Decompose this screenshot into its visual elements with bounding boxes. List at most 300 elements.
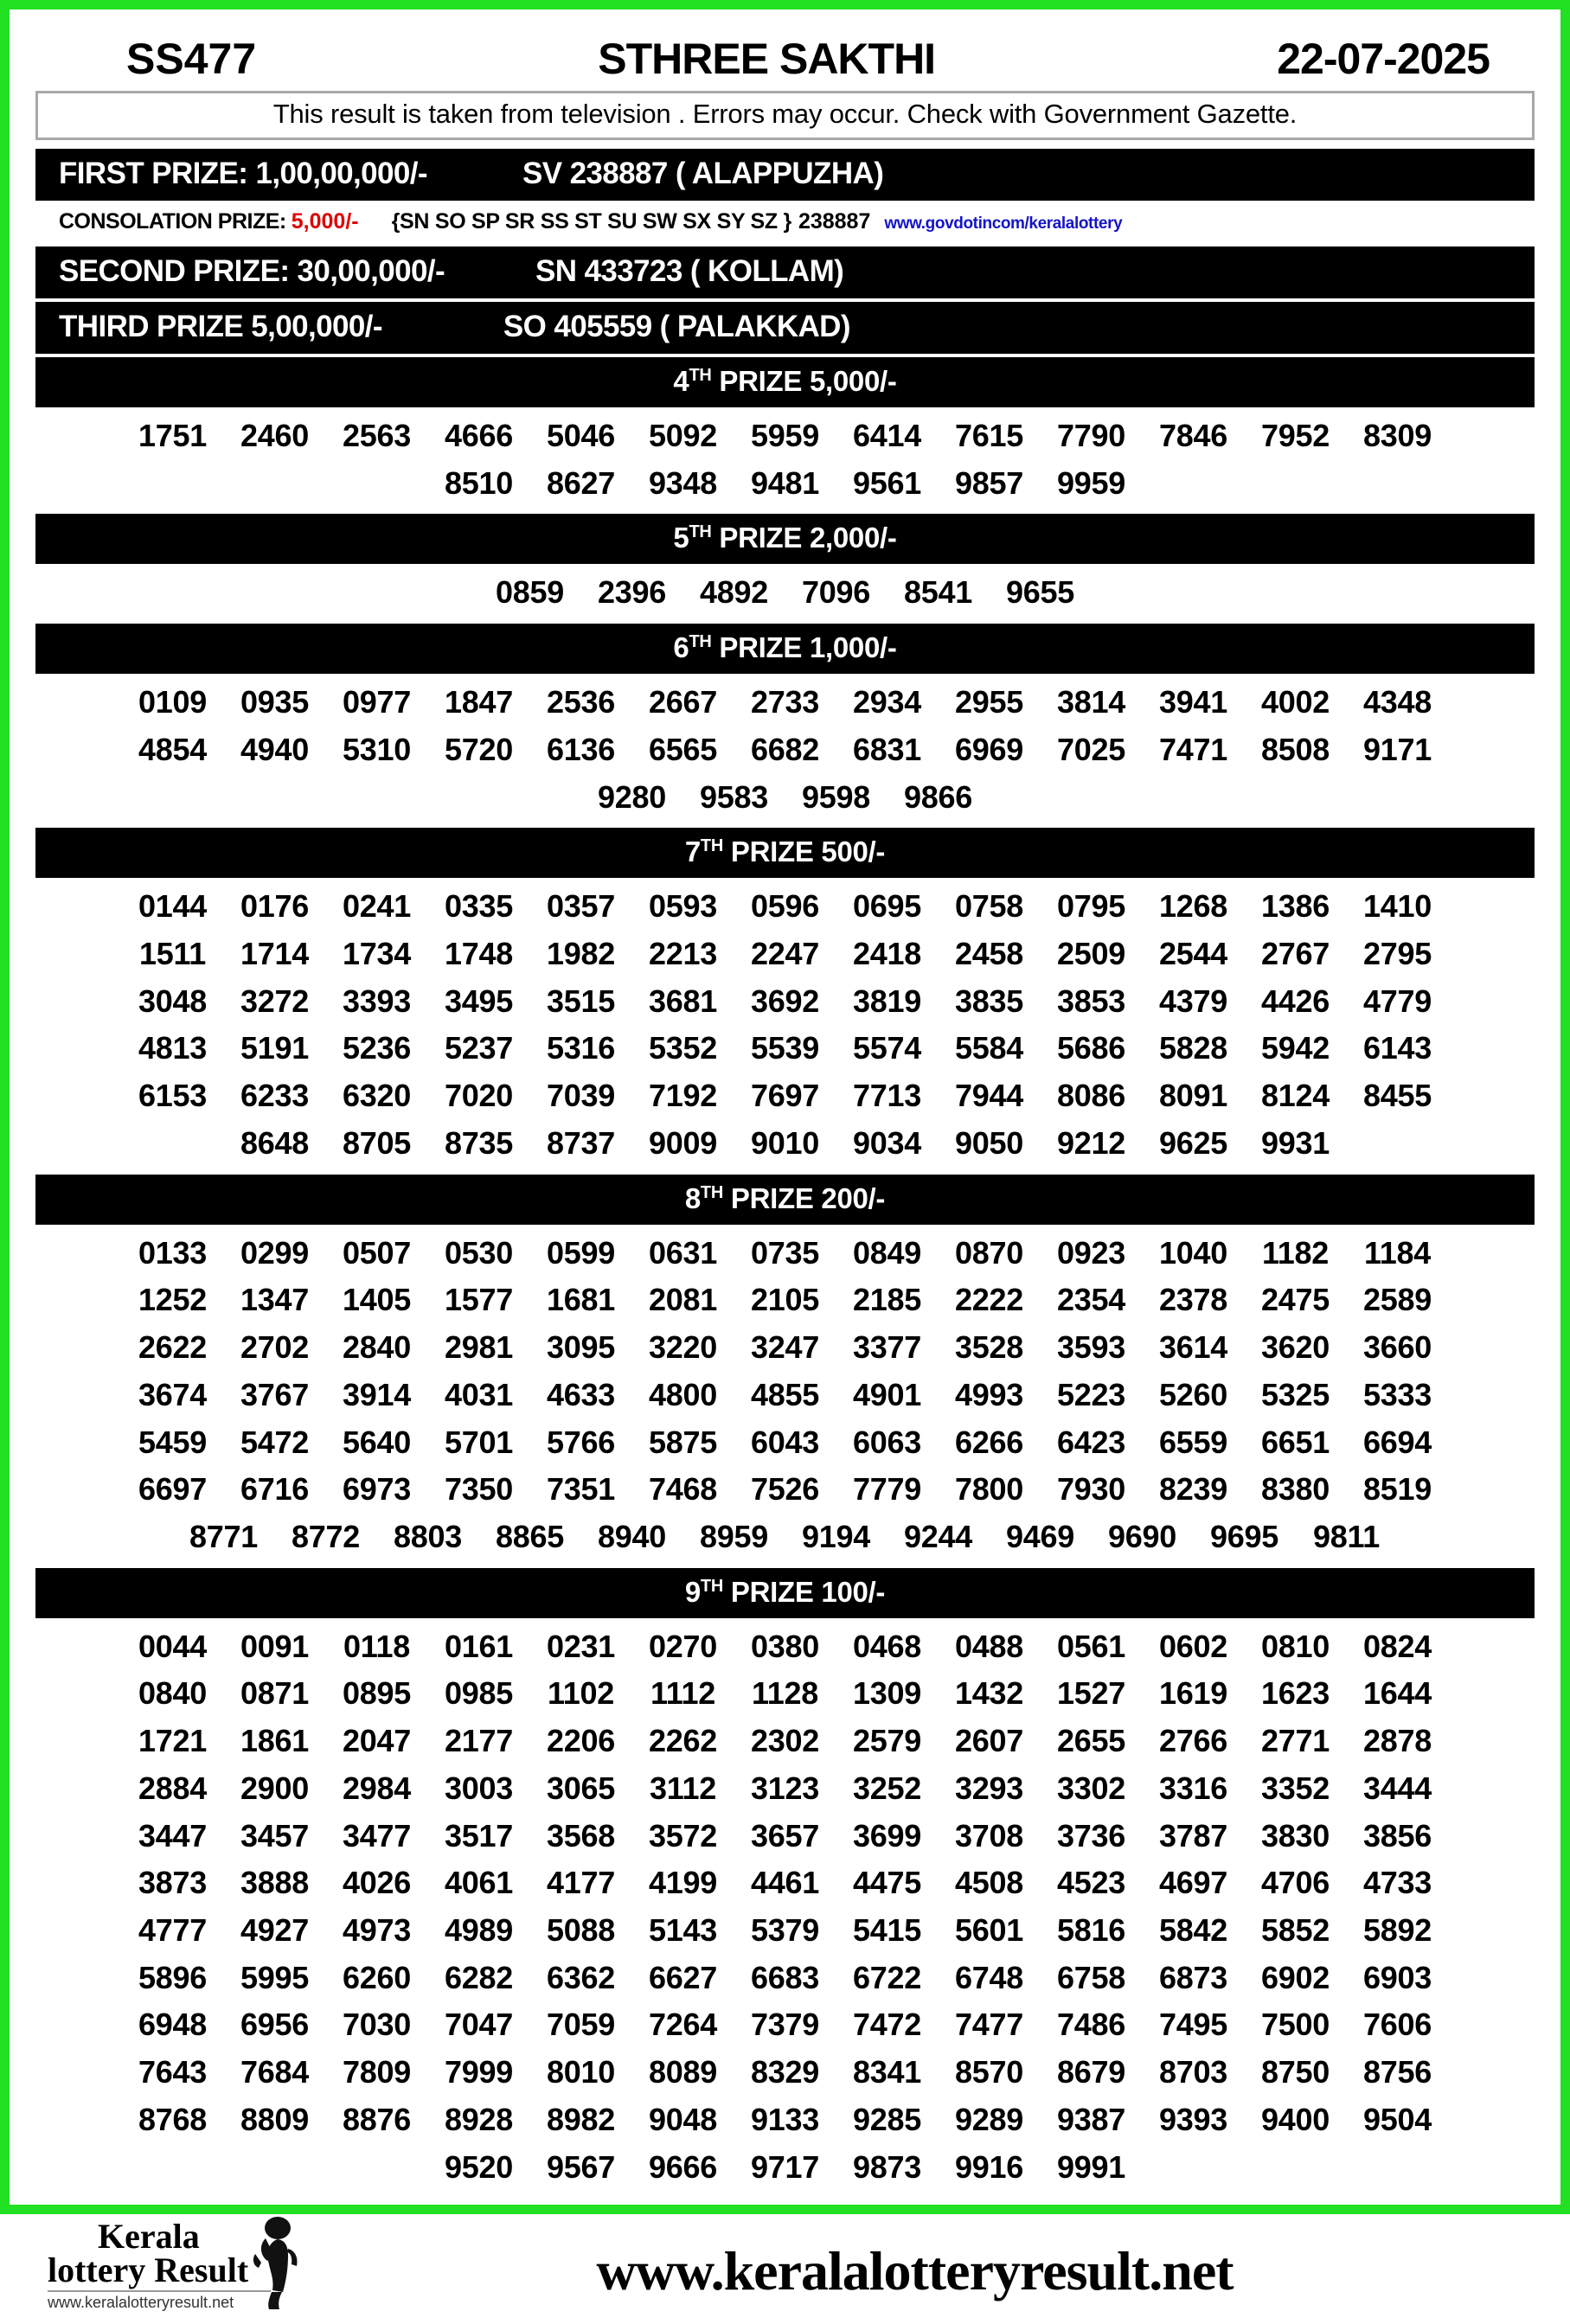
winning-number: 5310: [343, 731, 411, 767]
winning-number: 1102: [548, 1675, 614, 1712]
winning-number: 5260: [1159, 1376, 1227, 1412]
winning-number: 9625: [1159, 1124, 1227, 1161]
winning-number: 2105: [751, 1282, 819, 1318]
number-row: [35, 1230, 1535, 1277]
winning-number: 2563: [343, 418, 411, 453]
winning-number: 8648: [240, 1124, 309, 1161]
prize-6-title: 6TH PRIZE 1,000/-: [673, 631, 897, 664]
prize-ordinal-suffix: TH: [689, 522, 712, 542]
winning-number: 4927: [240, 1911, 309, 1948]
winning-number: 3660: [1363, 1329, 1432, 1366]
winning-number: 7809: [343, 2054, 411, 2090]
winning-number: 2655: [1057, 1723, 1125, 1759]
winning-number: 2702: [240, 1329, 309, 1366]
winning-number: 9916: [955, 2148, 1023, 2185]
winning-number: 2536: [547, 684, 615, 720]
winning-number: 6758: [1057, 1959, 1125, 1995]
winning-number: 0735: [751, 1234, 819, 1271]
winning-number: 7264: [649, 2007, 717, 2043]
winning-number: 9348: [649, 464, 717, 501]
winning-number: 5601: [955, 1911, 1023, 1948]
winning-number: 0241: [343, 888, 411, 925]
winning-number: 8705: [343, 1124, 411, 1161]
winning-number: 3819: [853, 983, 921, 1019]
winning-number: 1623: [1261, 1675, 1330, 1712]
winning-number: 8519: [1363, 1471, 1432, 1508]
number-row: [35, 679, 1535, 727]
winning-number: 6948: [138, 2007, 207, 2043]
winning-number: 1112: [650, 1675, 715, 1712]
prize-6-numbers: [35, 674, 1535, 824]
winning-number: 2206: [547, 1723, 615, 1759]
winning-number: 1268: [1159, 888, 1227, 925]
winning-number: 7846: [1159, 418, 1227, 453]
number-row: [35, 1514, 1535, 1561]
prize-5-numbers: [35, 564, 1535, 620]
winning-number: 9567: [547, 2148, 615, 2185]
winning-number: 9666: [649, 2148, 717, 2185]
winning-number: 8627: [547, 464, 615, 501]
winning-number: 4379: [1159, 983, 1227, 1019]
winning-number: 4706: [1261, 1865, 1330, 1901]
winning-number: 3681: [649, 983, 717, 1019]
winning-number: 3835: [955, 983, 1023, 1019]
number-row: [35, 2001, 1535, 2049]
winning-number: 3444: [1363, 1770, 1432, 1806]
winning-number: 5459: [138, 1424, 207, 1460]
winning-number: 3620: [1261, 1329, 1330, 1366]
winning-number: 3528: [955, 1329, 1023, 1366]
winning-number: 1432: [955, 1675, 1023, 1712]
winning-number: 8239: [1159, 1471, 1227, 1508]
winning-number: 5316: [547, 1030, 615, 1066]
winning-number: 8341: [853, 2054, 921, 2090]
winning-number: 9717: [751, 2148, 819, 2185]
govt-lottery-link[interactable]: www.govdotincom/keralalottery: [884, 214, 1123, 233]
winning-number: 2667: [649, 684, 717, 720]
winning-number: 1714: [240, 936, 309, 972]
winning-number: 0468: [853, 1628, 921, 1664]
winning-number: 0758: [955, 888, 1023, 925]
number-row: [35, 1324, 1535, 1372]
winning-number: 5379: [751, 1911, 819, 1948]
winning-number: 0593: [649, 888, 717, 925]
winning-number: 6282: [445, 1959, 513, 1995]
winning-number: 9285: [853, 2101, 921, 2137]
winning-number: 4002: [1261, 684, 1330, 720]
winning-number: 2177: [445, 1723, 513, 1759]
winning-number: 6973: [343, 1471, 411, 1508]
winning-number: 9873: [853, 2148, 921, 2185]
disclaimer-notice: This result is taken from television . Errors may occur. Check with Government Gazette.: [35, 91, 1535, 140]
number-row: [35, 2144, 1535, 2192]
winning-number: 7952: [1261, 418, 1330, 453]
winning-number: 7486: [1057, 2007, 1125, 2043]
number-row: [35, 1860, 1535, 1907]
draw-date: 22-07-2025: [1277, 35, 1490, 83]
winning-number: 2607: [955, 1723, 1023, 1759]
winning-number: 0335: [445, 888, 513, 925]
winning-number: 2589: [1363, 1282, 1432, 1318]
winning-number: 7495: [1159, 2007, 1227, 2043]
winning-number: 7999: [445, 2054, 513, 2090]
winning-number: 3572: [649, 1817, 717, 1853]
winning-number: 9561: [853, 464, 921, 501]
winning-number: 5959: [751, 418, 819, 453]
winning-number: 7468: [649, 1471, 717, 1508]
winning-number: 8510: [445, 464, 513, 501]
winning-number: 3657: [751, 1817, 819, 1853]
winning-number: 3123: [751, 1770, 819, 1806]
winning-number: 0507: [343, 1234, 411, 1271]
prize-8-header-bar: [35, 1175, 1535, 1225]
winning-number: 2396: [598, 574, 666, 611]
winning-number: 6831: [853, 731, 921, 767]
winning-number: 6748: [955, 1959, 1023, 1995]
winning-number: 3853: [1057, 983, 1125, 1019]
winning-number: 0985: [445, 1675, 513, 1712]
winning-number: 1861: [240, 1723, 309, 1759]
winning-number: 5852: [1261, 1911, 1330, 1948]
winning-number: 9931: [1261, 1124, 1330, 1161]
winning-number: 5701: [445, 1424, 513, 1460]
number-row: [35, 1813, 1535, 1860]
winning-number: 6063: [853, 1424, 921, 1460]
winning-number: 4475: [853, 1865, 921, 1901]
winning-number: 2767: [1261, 936, 1330, 972]
consolation-number: 238887: [798, 209, 871, 234]
winning-number: 0231: [547, 1628, 615, 1664]
winning-number: 0859: [496, 574, 564, 611]
winning-number: 9695: [1210, 1518, 1278, 1554]
winning-number: 4026: [343, 1865, 411, 1901]
winning-number: 8809: [240, 2101, 309, 2137]
winning-number: 7020: [445, 1078, 513, 1114]
winning-number: 7192: [649, 1078, 717, 1114]
winning-number: 6143: [1363, 1030, 1432, 1066]
winning-number: 6956: [240, 2007, 309, 2043]
winning-number: 5046: [547, 418, 615, 453]
site-logo: [35, 2219, 321, 2312]
winning-number: 7697: [751, 1078, 819, 1114]
prize-6-header-bar: [35, 624, 1535, 674]
winning-number: 7379: [751, 2007, 819, 2043]
winning-number: 8803: [394, 1518, 462, 1554]
prize-ordinal-suffix: TH: [700, 836, 723, 856]
logo-line-1: Kerala: [98, 2217, 200, 2257]
winning-number: 3247: [751, 1329, 819, 1366]
prize-4-title: 4TH PRIZE 5,000/-: [673, 365, 897, 397]
number-row: [35, 1765, 1535, 1813]
prize-8-title: 8TH PRIZE 200/-: [684, 1181, 886, 1214]
winning-number: 9034: [853, 1124, 921, 1161]
winning-number: 9010: [751, 1124, 819, 1161]
winning-number: 6651: [1261, 1424, 1330, 1460]
number-row: [35, 1277, 1535, 1324]
number-row: [35, 931, 1535, 978]
winning-number: 4061: [445, 1865, 513, 1901]
winning-number: 6266: [955, 1424, 1023, 1460]
winning-number: 7025: [1057, 731, 1125, 767]
winning-number: 1184: [1364, 1234, 1431, 1271]
winning-number: 1252: [138, 1282, 207, 1318]
winning-number: 1619: [1159, 1675, 1227, 1712]
prize-4-header-bar: [35, 357, 1535, 407]
winning-number: 2878: [1363, 1723, 1432, 1759]
winning-number: 0109: [138, 684, 207, 720]
winning-number: 0091: [240, 1628, 309, 1664]
winning-number: 2509: [1057, 936, 1125, 972]
page-header: [35, 25, 1535, 91]
consolation-series: {SN SO SP SR SS ST SU SW SX SY SZ }: [391, 209, 791, 234]
number-row: [35, 1419, 1535, 1467]
winning-number: 4800: [649, 1376, 717, 1412]
winning-number: 8959: [700, 1518, 768, 1554]
winning-number: 2840: [343, 1329, 411, 1366]
winning-number: 0270: [649, 1628, 717, 1664]
winning-number: 1347: [240, 1282, 309, 1318]
winning-number: 4855: [751, 1376, 819, 1412]
winning-number: 8982: [547, 2101, 615, 2137]
number-row: [35, 2097, 1535, 2144]
winning-number: 2460: [240, 418, 309, 453]
winning-number: 0824: [1363, 1628, 1432, 1664]
winning-number: 3614: [1159, 1329, 1227, 1366]
dancer-figure-icon: [248, 2216, 302, 2311]
winning-number: 7472: [853, 2007, 921, 2043]
winning-number: 2955: [955, 684, 1023, 720]
winning-number: 1511: [139, 936, 206, 972]
winning-number: 4901: [853, 1376, 921, 1412]
winning-number: 2622: [138, 1329, 207, 1366]
winning-number: 0133: [138, 1234, 207, 1271]
winning-number: 7471: [1159, 731, 1227, 767]
winning-number: 6260: [343, 1959, 411, 1995]
winning-number: 4348: [1363, 684, 1432, 720]
winning-number: 5574: [853, 1030, 921, 1066]
winning-number: 9857: [955, 464, 1023, 501]
winning-number: 9598: [802, 778, 870, 815]
winning-number: 4461: [751, 1865, 819, 1901]
winning-number: 5223: [1057, 1376, 1125, 1412]
number-row: [35, 1372, 1535, 1419]
winning-number: 7615: [955, 418, 1023, 453]
winning-number: 2795: [1363, 936, 1432, 972]
number-row: [35, 460, 1535, 508]
number-row: [35, 1120, 1535, 1168]
winning-number: 3377: [853, 1329, 921, 1366]
winning-number: 2378: [1159, 1282, 1227, 1318]
winning-number: 3914: [343, 1376, 411, 1412]
winning-number: 8329: [751, 2054, 819, 2090]
winning-number: 1748: [445, 936, 513, 972]
winning-number: 9504: [1363, 2101, 1432, 2137]
winning-number: 3112: [650, 1770, 716, 1806]
winning-number: 1405: [343, 1282, 411, 1318]
winning-number: 4854: [138, 731, 207, 767]
winning-number: 9400: [1261, 2101, 1330, 2137]
winning-number: 0144: [138, 888, 207, 925]
prize-8-numbers: [35, 1225, 1535, 1565]
number-row: [35, 1718, 1535, 1765]
prize-ordinal-suffix: TH: [689, 632, 712, 652]
consolation-label: CONSOLATION PRIZE:: [59, 209, 286, 234]
prize-9-title: 9TH PRIZE 100/-: [684, 1575, 886, 1608]
winning-number: 9393: [1159, 2101, 1227, 2137]
winning-number: 8570: [955, 2054, 1023, 2090]
winning-number: 4508: [955, 1865, 1023, 1901]
winning-number: 1681: [547, 1282, 615, 1318]
winning-number: 0795: [1057, 888, 1125, 925]
prize-9-numbers: [35, 1618, 1535, 2195]
winning-number: 6565: [649, 731, 717, 767]
winning-number: 7096: [802, 574, 870, 611]
winning-number: 4989: [445, 1911, 513, 1948]
prize-9-header-bar: [35, 1568, 1535, 1618]
winning-number: 9991: [1057, 2148, 1125, 2185]
winning-number: 0871: [240, 1675, 309, 1712]
winning-number: 2475: [1261, 1282, 1330, 1318]
number-row: [35, 1955, 1535, 2002]
winning-number: 6969: [955, 731, 1023, 767]
winning-number: 5995: [240, 1959, 309, 1995]
winning-number: 6153: [138, 1078, 207, 1114]
winning-number: 5686: [1057, 1030, 1125, 1066]
winning-number: 1040: [1159, 1234, 1227, 1271]
winning-number: 3477: [343, 1817, 411, 1853]
prize-5-title: 5TH PRIZE 2,000/-: [673, 522, 897, 554]
winning-number: 5092: [649, 418, 717, 453]
winning-number: 3814: [1057, 684, 1125, 720]
prize-4-numbers: [35, 407, 1535, 510]
number-row: [35, 1907, 1535, 1955]
prize-7-title: 7TH PRIZE 500/-: [684, 835, 886, 868]
winning-number: 2884: [138, 1770, 207, 1806]
number-row: [35, 1670, 1535, 1718]
winning-number: 9048: [649, 2101, 717, 2137]
winning-number: 7351: [547, 1471, 615, 1508]
winning-number: 4892: [700, 574, 768, 611]
number-row: [35, 774, 1535, 822]
winning-number: 6683: [751, 1959, 819, 1995]
winning-number: 7643: [138, 2054, 207, 2090]
winning-number: 1734: [343, 936, 411, 972]
winning-number: 3888: [240, 1865, 309, 1901]
winning-number: 2247: [751, 936, 819, 972]
winning-number: 4940: [240, 731, 309, 767]
winning-number: 4733: [1363, 1865, 1432, 1901]
winning-number: 7713: [853, 1078, 921, 1114]
winning-number: 0602: [1159, 1628, 1227, 1664]
winning-number: 8865: [496, 1518, 564, 1554]
winning-number: 7779: [853, 1471, 921, 1508]
winning-number: 2981: [445, 1329, 513, 1366]
winning-number: 8750: [1261, 2054, 1330, 2090]
winning-number: 9811: [1313, 1518, 1380, 1554]
winning-number: 4697: [1159, 1865, 1227, 1901]
winning-number: 5942: [1261, 1030, 1330, 1066]
winning-number: 6722: [853, 1959, 921, 1995]
winning-number: 3787: [1159, 1817, 1227, 1853]
winning-number: 8756: [1363, 2054, 1432, 2090]
winning-number: 3830: [1261, 1817, 1330, 1853]
winning-number: 2047: [343, 1723, 411, 1759]
winning-number: 7350: [445, 1471, 513, 1508]
winning-number: 2081: [649, 1282, 717, 1318]
winning-number: 8768: [138, 2101, 207, 2137]
winning-number: 5325: [1261, 1376, 1330, 1412]
winning-number: 7030: [343, 2007, 411, 2043]
winning-number: 8772: [292, 1518, 360, 1554]
winning-number: 2418: [853, 936, 921, 972]
winning-number: 6873: [1159, 1959, 1227, 1995]
winning-number: 2900: [240, 1770, 309, 1806]
winning-number: 9050: [955, 1124, 1023, 1161]
winning-number: 0561: [1057, 1628, 1125, 1664]
prize-5-header-bar: [35, 514, 1535, 564]
number-row: [35, 2049, 1535, 2097]
winning-number: 4633: [547, 1376, 615, 1412]
winning-number: 5896: [138, 1959, 207, 1995]
winning-number: 4666: [445, 418, 513, 453]
winning-number: 3065: [547, 1770, 615, 1806]
winning-number: 3692: [751, 983, 819, 1019]
winning-number: 5333: [1363, 1376, 1432, 1412]
winning-number: 2766: [1159, 1723, 1227, 1759]
winning-number: 6694: [1363, 1424, 1432, 1460]
winning-number: 0488: [955, 1628, 1023, 1664]
winning-number: 3593: [1057, 1329, 1125, 1366]
prize-ordinal-suffix: TH: [700, 1576, 723, 1596]
winning-number: 1751: [138, 418, 207, 453]
winning-number: 1182: [1262, 1234, 1329, 1271]
third-prize-ticket: SO 405559 ( PALAKKAD): [503, 310, 850, 343]
winning-number: 0810: [1261, 1628, 1330, 1664]
winning-number: 0044: [138, 1628, 207, 1664]
winning-number: 0596: [751, 888, 819, 925]
winning-number: 6136: [547, 731, 615, 767]
prize-ordinal-suffix: TH: [689, 366, 712, 385]
second-prize-label: SECOND PRIZE: 30,00,000/-: [59, 254, 445, 288]
winning-number: 0840: [138, 1675, 207, 1712]
winning-number: 2185: [853, 1282, 921, 1318]
winning-number: 9133: [751, 2101, 819, 2137]
winning-number: 3736: [1057, 1817, 1125, 1853]
winning-number: 0695: [853, 888, 921, 925]
winning-number: 3674: [138, 1376, 207, 1412]
winning-number: 0357: [547, 888, 615, 925]
winning-number: 3316: [1159, 1770, 1227, 1806]
winning-number: 8737: [547, 1124, 615, 1161]
first-prize-label: FIRST PRIZE: 1,00,00,000/-: [59, 157, 427, 190]
winning-number: 7059: [547, 2007, 615, 2043]
winning-number: 1577: [445, 1282, 513, 1318]
winning-number: 3352: [1261, 1770, 1330, 1806]
winning-number: 5352: [649, 1030, 717, 1066]
winning-number: 8541: [904, 574, 972, 611]
winning-number: 8380: [1261, 1471, 1330, 1508]
winning-number: 9469: [1006, 1518, 1074, 1554]
winning-number: 9690: [1108, 1518, 1176, 1554]
winning-number: 7790: [1057, 418, 1125, 453]
winning-number: 8455: [1363, 1078, 1432, 1114]
winning-number: 4426: [1261, 983, 1330, 1019]
winning-number: 0380: [751, 1628, 819, 1664]
winning-number: 7500: [1261, 2007, 1330, 2043]
prize-7-numbers: [35, 878, 1535, 1170]
winning-number: 9481: [751, 464, 819, 501]
winning-number: 7684: [240, 2054, 309, 2090]
